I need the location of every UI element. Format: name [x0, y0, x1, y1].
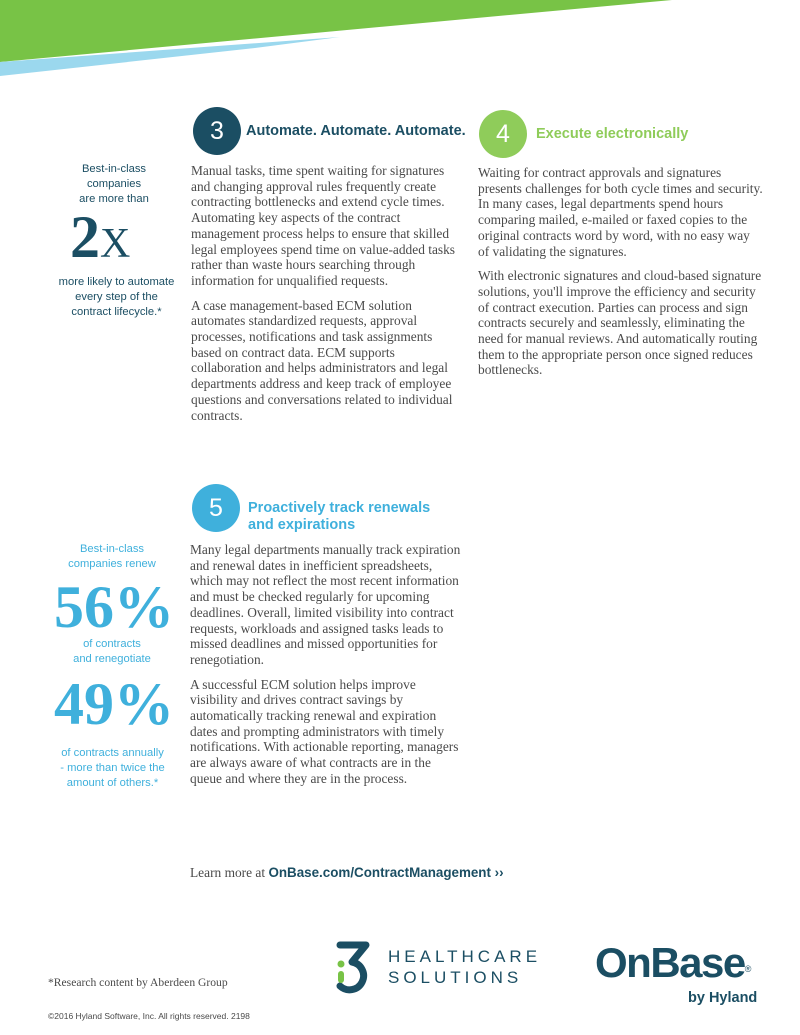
section-3-number-circle — [193, 107, 241, 155]
stat1-big-digit: 2 — [70, 204, 100, 270]
stat1-after2: every step of the — [75, 291, 158, 303]
stat2-outro — [50, 746, 175, 791]
section-3-paragraph-1: Manual tasks, time spent waiting for signatures and changing approval rules frequently create contracting bottlenecks and extend cycle times. Automating key aspects of the contract management process helps to ensure that skilled legal employees spend time on value-added tasks rather than waste hours searching through information for unqualified requests. — [191, 163, 456, 288]
section-3-number: 3 — [210, 116, 224, 145]
stat2-mid1: of contracts — [83, 638, 141, 650]
section-5-body — [190, 542, 465, 796]
healthcare-solutions-wordmark — [388, 946, 541, 988]
learn-more — [190, 865, 504, 881]
section-4-body — [478, 165, 763, 387]
healthcare-solutions-logo-icon — [332, 940, 378, 996]
stat2-mid2: and renegotiate — [73, 653, 151, 665]
section-5-number-circle — [192, 484, 240, 532]
top-banner — [0, 0, 800, 80]
stat2-big-56: 56% — [54, 574, 174, 640]
onbase-logo — [595, 939, 775, 1006]
stat2-middle — [52, 637, 172, 667]
stat2-line2: companies renew — [68, 558, 156, 570]
copyright: ©2016 Hyland Software, Inc. All rights reserved. 2198 — [48, 1011, 250, 1021]
section-5-heading — [248, 500, 430, 534]
section-5-number: 5 — [209, 493, 223, 522]
section-5-heading-line2: and expirations — [248, 517, 356, 533]
section-4-number-circle — [479, 110, 527, 158]
stat1-after3: contract lifecycle.* — [71, 306, 162, 318]
stat1-after1: more likely to automate — [58, 276, 175, 288]
section-5-paragraph-1: Many legal departments manually track expiration and renewal dates in inefficient spreadsheets, which may not reflect the most recent information and must be checked regularly for upcoming deadlines. Overall, limited visibility into contract requests, workloads and assigned tasks leads to missed deadlines and missed opportunities for renegotiation. — [190, 542, 461, 667]
section-3-paragraph-2: A case management-based ECM solution automates standardized requests, approval processes, notifications and task assignments based on contract data. ECM supports collaboration and helps administrators and legal departments address and keep track of employee questions and conversations related to individual contracts. — [191, 297, 453, 423]
stat1-outro — [54, 275, 179, 320]
healthcare-line2: SOLUTIONS — [388, 968, 523, 987]
healthcare-line1: HEALTHCARE — [388, 947, 542, 966]
stat1-big-number — [70, 204, 170, 283]
section-3-body — [191, 163, 466, 432]
section-5-paragraph-2: A successful ECM solution helps improve visibility and drives contract savings by automatically tracking renewal and expiration dates and prompting administrators with timely notifications. With actionable reporting, managers are always aware of what contracts are in the queue and where they are in the process. — [190, 676, 459, 786]
stat1-big-x: X — [100, 221, 131, 267]
learn-more-prefix: Learn more at — [190, 865, 269, 880]
stat1-line1: Best-in-class — [81, 163, 147, 175]
stat2-after1: of contracts annually — [61, 747, 164, 759]
onbase-wordmark: OnBase — [595, 939, 745, 986]
stat1-line3: are more than — [79, 193, 149, 205]
onbase-registered: ® — [744, 964, 752, 974]
stat2-big-49: 49% — [54, 671, 174, 737]
section-4-heading: Execute electronically — [536, 126, 689, 142]
by-hyland: by Hyland — [688, 990, 758, 1006]
stat2-after2: - more than twice the — [60, 762, 165, 774]
learn-more-link[interactable]: OnBase.com/ContractManagement ›› — [268, 865, 504, 880]
stat2-intro — [52, 542, 172, 572]
section-3-heading: Automate. Automate. Automate. — [246, 123, 466, 139]
section-4-paragraph-1: Waiting for contract approvals and signatures presents challenges for both cycle times and security. In many cases, legal departments spend hours comparing mailed, e-mailed or faxed copies to the original contracts word by word, with no easy way of validating the signatures. — [478, 165, 763, 259]
section-5-heading-line1: Proactively track renewals — [248, 500, 431, 516]
stat2-after3: amount of others.* — [66, 777, 159, 789]
section-4-paragraph-2: With electronic signatures and cloud-based signature solutions, you'll improve the efficiency and security of contract execution. Parties can process and sign contracts securely and seamlessly, eliminating the need for manual reviews. And automatically routing them to the appropriate person once signed reduces bottlenecks. — [478, 268, 762, 378]
section-4-number: 4 — [496, 119, 510, 148]
footnote: *Research content by Aberdeen Group — [48, 976, 228, 989]
stat2-line1: Best-in-class — [79, 543, 145, 555]
stat1-intro — [54, 162, 174, 207]
stat1-line2: companies — [86, 178, 142, 190]
